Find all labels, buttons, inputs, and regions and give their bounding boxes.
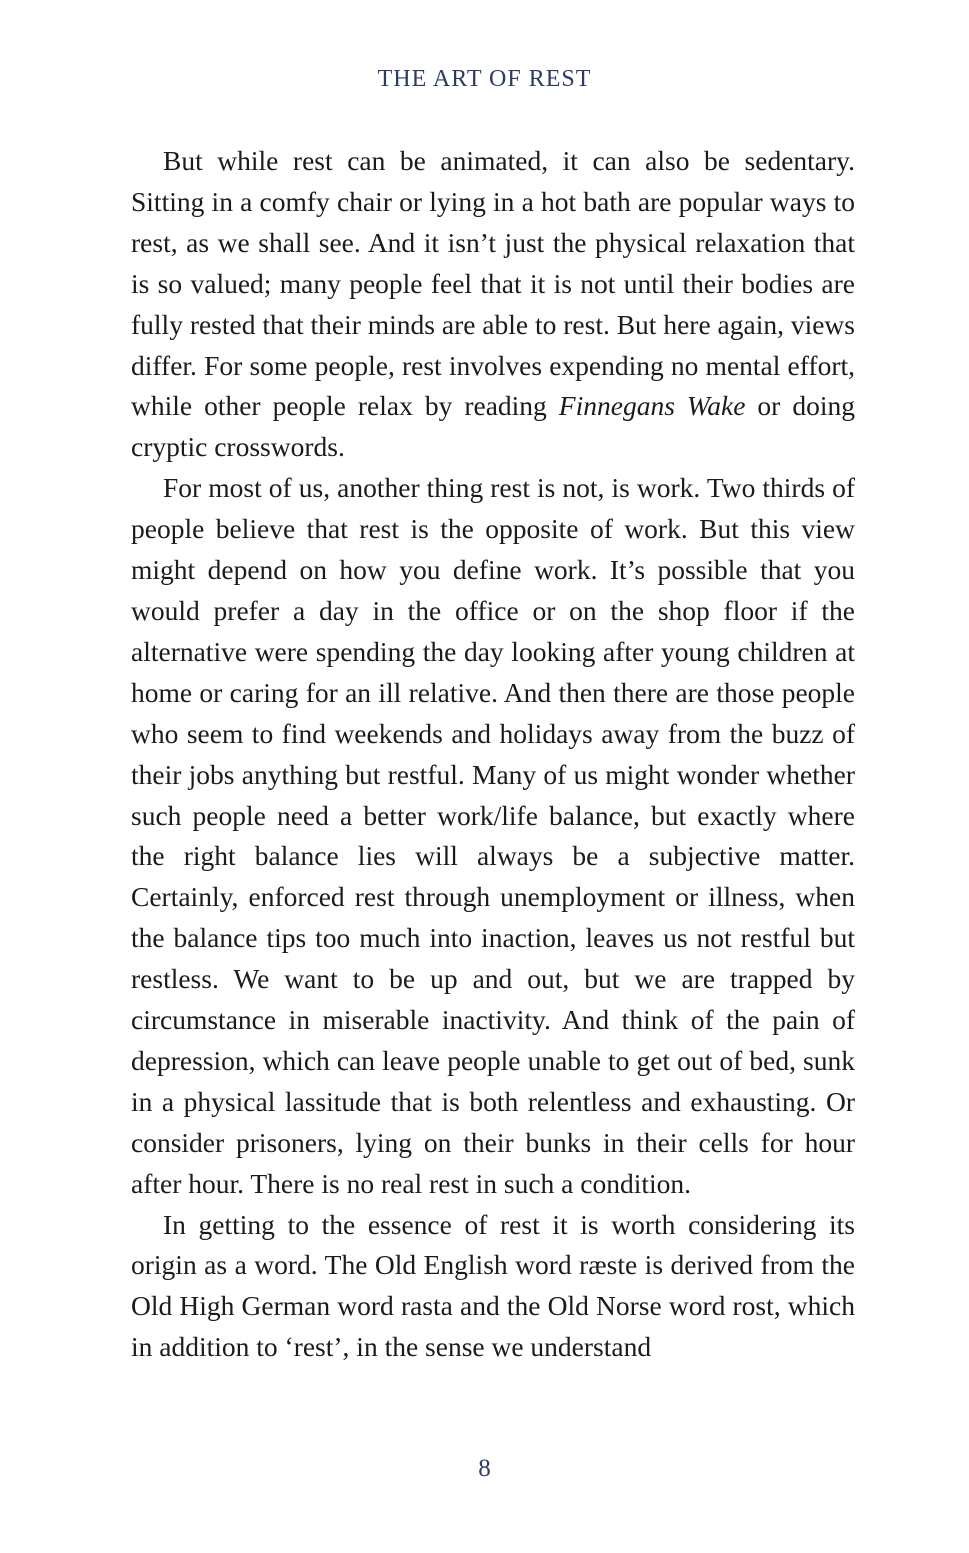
page-number: 8 [478, 1455, 491, 1482]
paragraph-sedentary-rest [131, 141, 855, 468]
paragraph-text: or doing cryptic crosswords. [131, 390, 855, 463]
paragraph-text: But while rest can be animated, it can also be sedentary. Sitting in a comfy chair or lying in a hot bath are popular ways to rest, as we shall see. And it isn’t just the physical relaxation that is so valued; many people feel that it is not until their bodies are fully rested that their minds are able to rest. But here again, views differ. For some people, rest involves expending no mental effort, while other people relax by reading [131, 145, 855, 422]
running-head: THE ART OF REST [377, 66, 592, 92]
paragraph-rest-vs-work: For most of us, another thing rest is not, is work. Two thirds of people believe that rest is the opposite of work. But this view might depend on how you define work. It’s possible that you would prefer a day in the office or on the shop floor if the alternative were spending the day looking after young children at home or caring for an ill relative. And then there are those people who seem to find weekends and holidays away from the buzz of their jobs anything but restful. Many of us might wonder whether such people need a better work/life balance, but exactly where the right balance lies will always be a subjective matter. Certainly, enforced rest through unemployment or illness, when the balance tips too much into inaction, leaves us not restful but restless. We want to be up and out, but we are trapped by circumstance in miserable inactivity. And think of the pain of depression, which can leave people unable to get out of bed, sunk in a physical lassitude that is both relentless and exhausting. Or consider prisoners, lying on their bunks in their cells for hour after hour. There is no real rest in such a condition. [131, 472, 855, 1199]
book-title-italic: Finnegans Wake [558, 390, 746, 422]
paragraph-word-origin: In getting to the essence of rest it is worth considering its origin as a word. The Old English word ræste is derived from the Old High German word rasta and the Old Norse word rost, which in addition to ‘rest’, in the sense we understand [131, 1208, 855, 1363]
body-text [131, 141, 855, 1368]
